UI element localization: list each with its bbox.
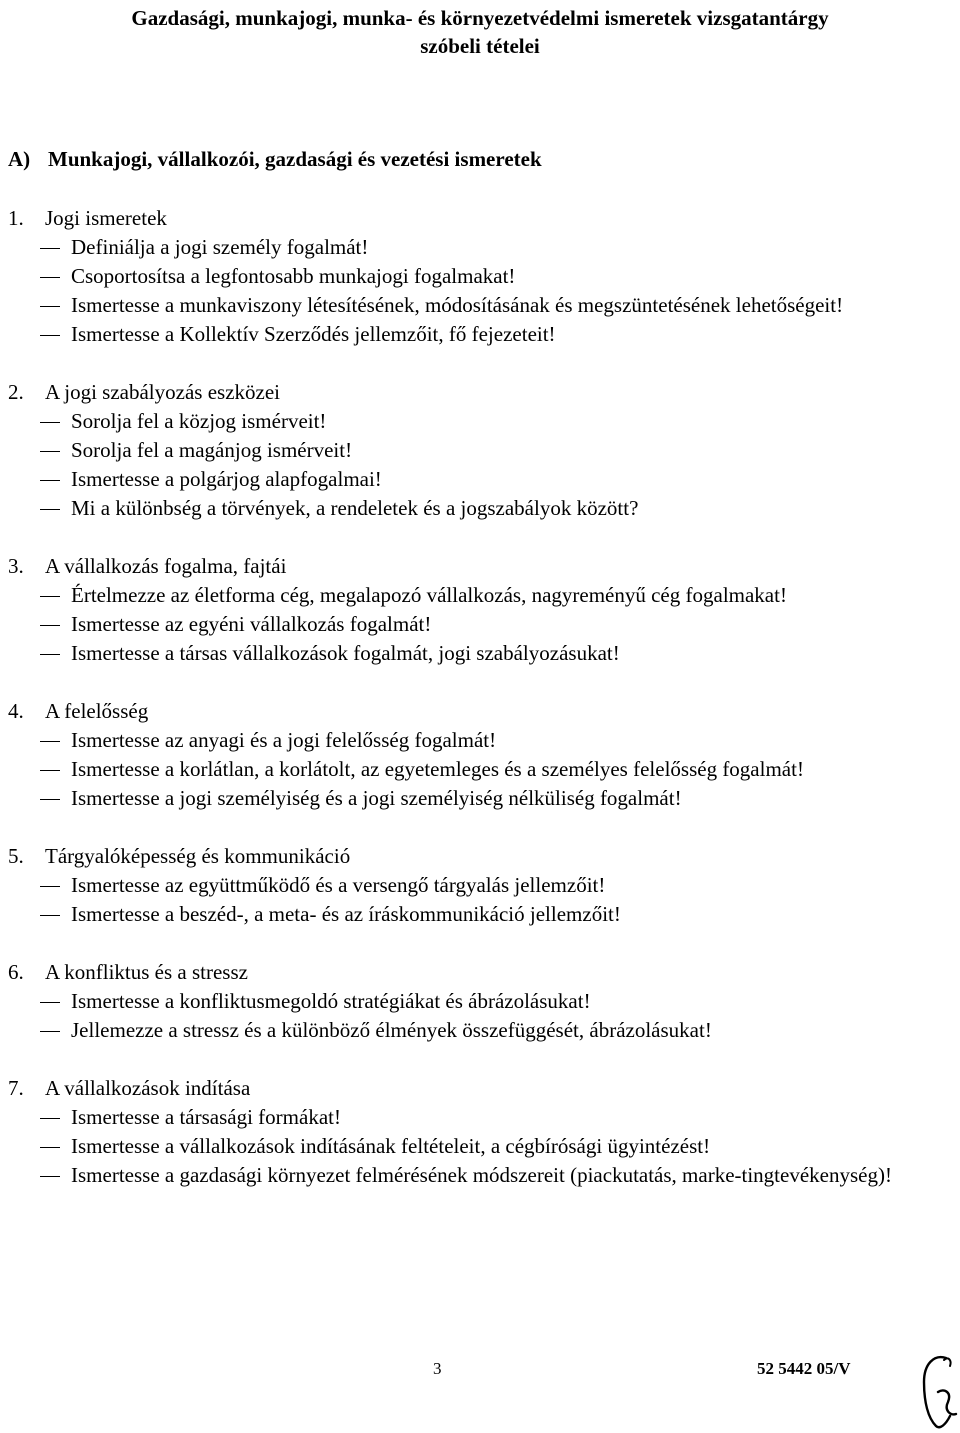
dash-bullet-icon (40, 1031, 60, 1032)
title-line-1: Gazdasági, munkajogi, munka- és környezetvédelmi ismeretek vizsgatantárgy (131, 6, 829, 30)
topic-heading (8, 204, 908, 233)
topic-item-text: Ismertesse a munkaviszony létesítésének, módosításának és megszüntetésének lehetőségeit! (71, 293, 844, 317)
dash-bullet-icon (40, 480, 60, 481)
topic-item-text: Ismertesse a jogi személyiség és a jogi személyiség nélküliség fogalmát! (71, 786, 682, 810)
topic-item-text: Jellemezze a stressz és a különböző élmények összefüggését, ábrázolásukat! (71, 1018, 712, 1042)
topic-2 (8, 378, 908, 523)
dash-bullet-icon (40, 1118, 60, 1119)
handwritten-signature (916, 1352, 960, 1432)
topic-title: A konfliktus és a stressz (45, 960, 248, 984)
topic-title: Jogi ismeretek (45, 206, 167, 230)
dash-bullet-icon (40, 625, 60, 626)
topic-item (8, 233, 908, 262)
page-number: 3 (433, 1359, 442, 1378)
topic-heading (8, 958, 908, 987)
topic-item-text: Ismertesse a beszéd-, a meta- és az íráskommunikáció jellemzőit! (71, 902, 621, 926)
topic-item-text: Sorolja fel a közjog ismérveit! (71, 409, 327, 433)
topic-4 (8, 697, 908, 813)
topic-5 (8, 842, 908, 929)
document-title (0, 4, 960, 60)
dash-bullet-icon (40, 770, 60, 771)
dash-bullet-icon (40, 596, 60, 597)
topic-item (8, 1016, 908, 1045)
topic-title: A jogi szabályozás eszközei (45, 380, 280, 404)
topic-item-text: Ismertesse a vállalkozások indításának feltételeit, a cégbírósági ügyintézést! (71, 1134, 711, 1158)
topic-number: 4. (8, 699, 24, 723)
topic-item (8, 610, 908, 639)
topic-item-text: Értelmezze az életforma cég, megalapozó vállalkozás, nagyreményű cég fogalmakat! (71, 583, 787, 607)
topic-item-text: Mi a különbség a törvények, a rendeletek és a jogszabályok között? (71, 496, 639, 520)
section-heading (8, 145, 542, 173)
dash-bullet-icon (40, 335, 60, 336)
topic-item-text: Ismertesse a társasági formákat! (71, 1105, 341, 1129)
topic-number: 3. (8, 554, 24, 578)
topic-item (8, 871, 908, 900)
topic-number: 6. (8, 960, 24, 984)
dash-bullet-icon (40, 1002, 60, 1003)
topic-7 (8, 1074, 908, 1190)
topic-item (8, 581, 908, 610)
topic-item-text: Ismertesse a polgárjog alapfogalmai! (71, 467, 382, 491)
topic-title: Tárgyalóképesség és kommunikáció (45, 844, 351, 868)
topic-item (8, 987, 908, 1016)
topic-number: 2. (8, 380, 24, 404)
topic-item (8, 262, 908, 291)
topic-item-text: Ismertesse a korlátlan, a korlátolt, az egyetemleges és a személyes felelősség fogalmát! (71, 757, 804, 781)
topic-title: A felelősség (45, 699, 149, 723)
topic-item-text: Ismertesse a gazdasági környezet felmérésének módszereit (piackutatás, marke-tingtevékenység)! (71, 1163, 892, 1187)
topic-item-text: Ismertesse az egyéni vállalkozás fogalmát! (71, 612, 432, 636)
topic-item (8, 291, 908, 320)
topic-item-text: Csoportosítsa a legfontosabb munkajogi fogalmakat! (71, 264, 516, 288)
topic-title: A vállalkozás fogalma, fajtái (45, 554, 287, 578)
topic-item (8, 1103, 908, 1132)
dash-bullet-icon (40, 654, 60, 655)
topic-item (8, 1132, 908, 1161)
topic-item-text: Ismertesse az együttműködő és a versengő tárgyalás jellemzőit! (71, 873, 606, 897)
dash-bullet-icon (40, 741, 60, 742)
dash-bullet-icon (40, 277, 60, 278)
topic-heading (8, 697, 908, 726)
dash-bullet-icon (40, 1176, 60, 1177)
topic-3 (8, 552, 908, 668)
topic-item (8, 784, 908, 813)
topic-item-text: Ismertesse az anyagi és a jogi felelősség fogalmát! (71, 728, 497, 752)
topic-item (8, 726, 908, 755)
dash-bullet-icon (40, 886, 60, 887)
section-title: Munkajogi, vállalkozói, gazdasági és vezetési ismeretek (48, 147, 542, 171)
topic-number: 5. (8, 844, 24, 868)
topic-list (8, 204, 908, 1219)
topic-6 (8, 958, 908, 1045)
topic-item (8, 494, 908, 523)
dash-bullet-icon (40, 248, 60, 249)
topic-item (8, 755, 908, 784)
topic-heading (8, 378, 908, 407)
topic-number: 1. (8, 206, 24, 230)
dash-bullet-icon (40, 1147, 60, 1148)
topic-item (8, 320, 908, 349)
topic-item (8, 407, 908, 436)
document-code: 52 5442 05/V (757, 1359, 851, 1378)
dash-bullet-icon (40, 451, 60, 452)
dash-bullet-icon (40, 509, 60, 510)
section-letter: A) (8, 147, 31, 171)
dash-bullet-icon (40, 422, 60, 423)
topic-item (8, 436, 908, 465)
dash-bullet-icon (40, 915, 60, 916)
topic-item-text: Ismertesse a Kollektív Szerződés jellemzőit, fő fejezeteit! (71, 322, 556, 346)
topic-item (8, 1161, 908, 1190)
topic-item-text: Ismertesse a konfliktusmegoldó stratégiákat és ábrázolásukat! (71, 989, 591, 1013)
topic-heading (8, 842, 908, 871)
topic-heading (8, 1074, 908, 1103)
topic-1 (8, 204, 908, 349)
dash-bullet-icon (40, 306, 60, 307)
title-line-2: szóbeli tételei (420, 34, 540, 58)
topic-number: 7. (8, 1076, 24, 1100)
topic-item (8, 465, 908, 494)
topic-item (8, 900, 908, 929)
topic-heading (8, 552, 908, 581)
topic-item (8, 639, 908, 668)
topic-title: A vállalkozások indítása (45, 1076, 251, 1100)
dash-bullet-icon (40, 799, 60, 800)
topic-item-text: Sorolja fel a magánjog ismérveit! (71, 438, 353, 462)
topic-item-text: Definiálja a jogi személy fogalmát! (71, 235, 369, 259)
topic-item-text: Ismertesse a társas vállalkozások fogalmát, jogi szabályozásukat! (71, 641, 620, 665)
